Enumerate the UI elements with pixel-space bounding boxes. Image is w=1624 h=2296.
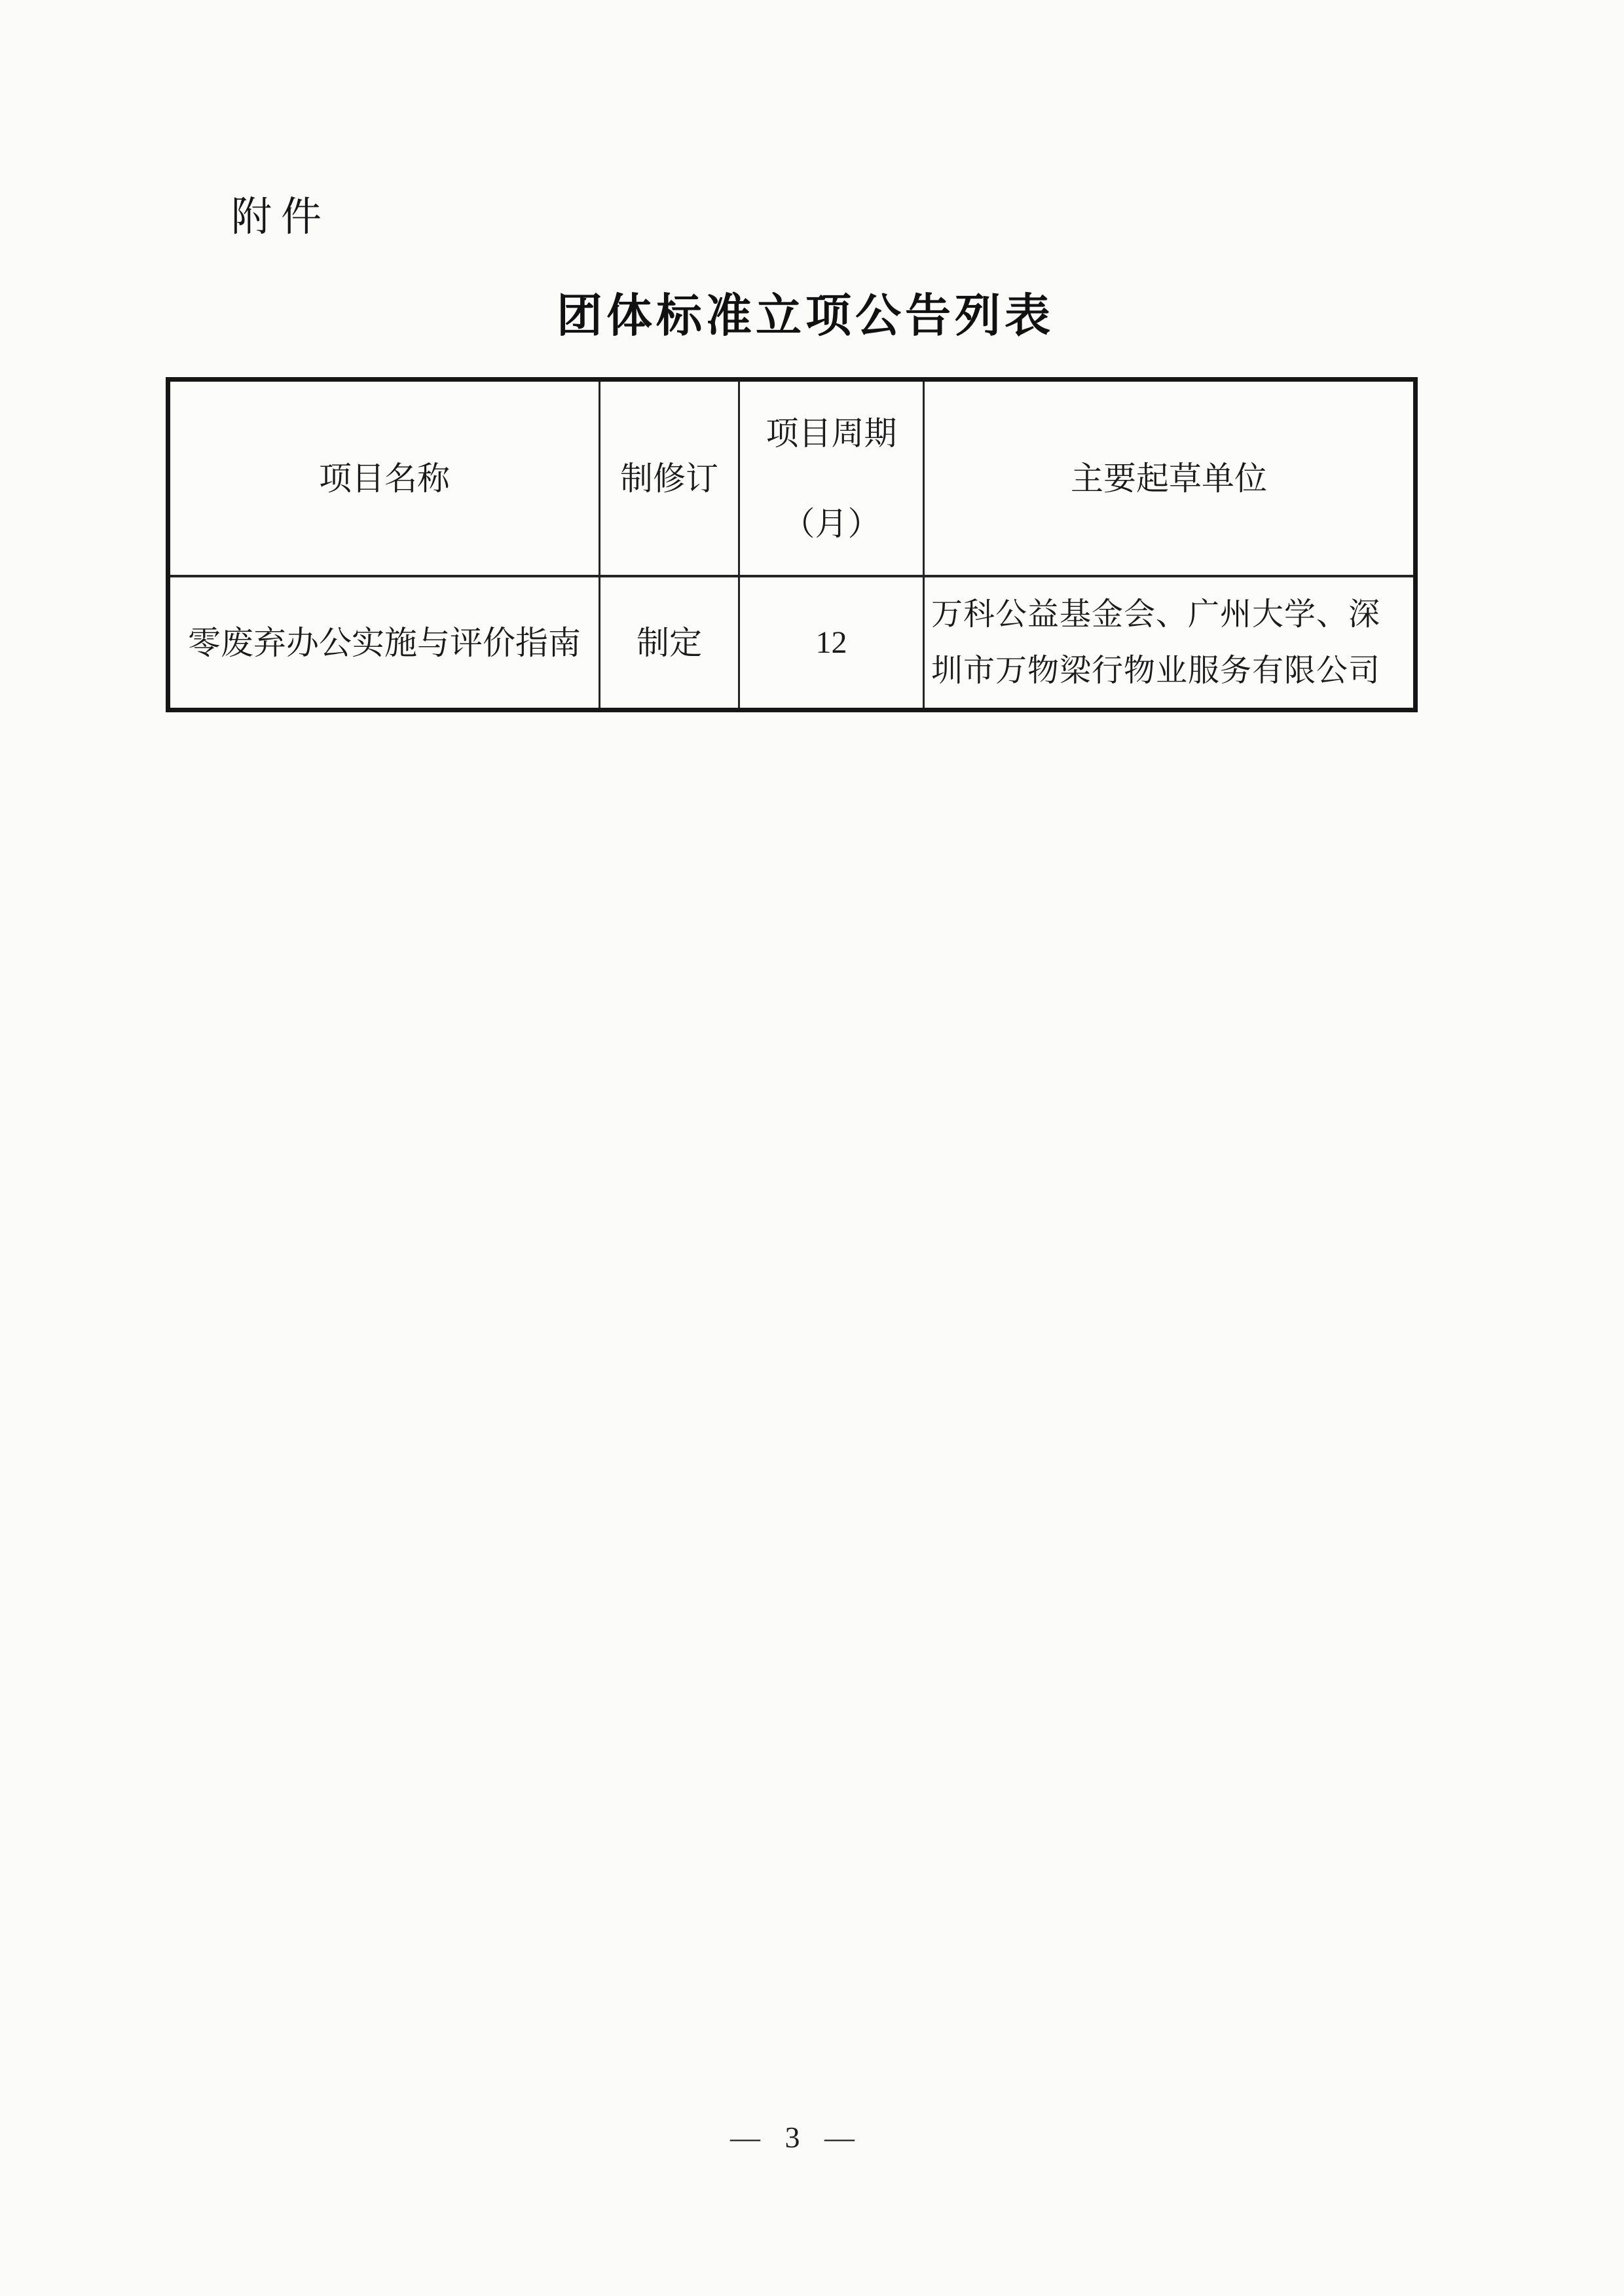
header-project-cycle-line1: 项目周期 — [766, 414, 897, 452]
page-number: — 3 — — [730, 2121, 855, 2154]
drafting-units-text: 万科公益基金会、广州大学、深圳市万物梁行物业服务有限公司 — [931, 596, 1381, 688]
header-project-name: 项目名称 — [170, 382, 600, 577]
cell-project-name: 零废弃办公实施与评价指南 — [170, 577, 600, 708]
page-title: 团体标准立项公告列表 — [557, 291, 1054, 342]
header-project-cycle — [740, 382, 925, 577]
cell-revision-type: 制定 — [600, 577, 740, 708]
header-revision-type: 制修订 — [600, 382, 740, 577]
attachment-label: 附件 — [231, 195, 331, 240]
cell-drafting-units — [925, 577, 1413, 708]
header-drafting-units: 主要起草单位 — [925, 382, 1413, 577]
cell-cycle-months: 12 — [740, 577, 925, 708]
announcement-table — [166, 377, 1418, 712]
header-project-cycle-line2: （月） — [782, 505, 881, 542]
